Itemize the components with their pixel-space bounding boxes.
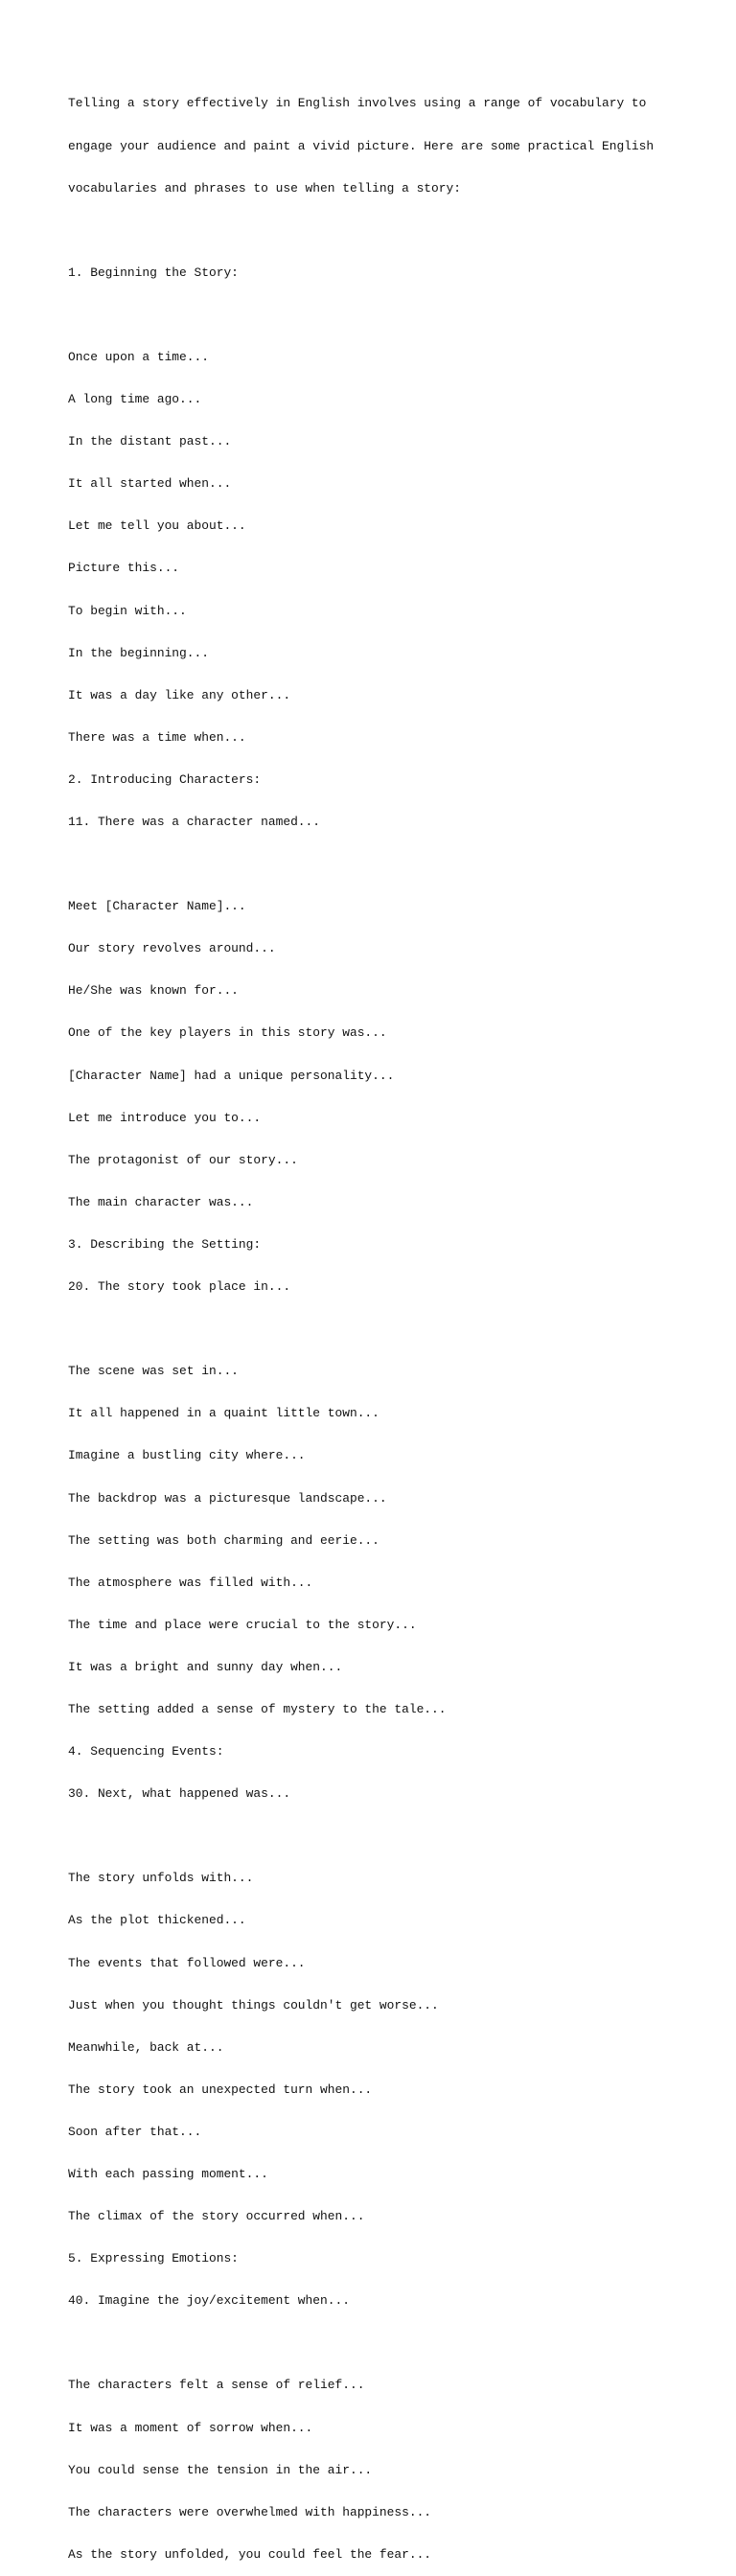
- list-item: With each passing moment...: [68, 2167, 268, 2181]
- list-item: It was a bright and sunny day when...: [68, 1659, 343, 1674]
- text-line: Telling a story effectively in English involves using a range of vocabulary to: [68, 96, 647, 111]
- list-item: Soon after that...: [68, 2124, 202, 2139]
- list-item: The time and place were crucial to the story...: [68, 1617, 417, 1632]
- section-heading: 1. Beginning the Story:: [68, 264, 239, 280]
- text-line: vocabularies and phrases to use when telling a story:: [68, 180, 461, 196]
- blank-line: [68, 309, 720, 323]
- blank-line: [68, 858, 720, 872]
- list-item: As the plot thickened...: [68, 1913, 246, 1928]
- section-heading: 4. Sequencing Events:: [68, 1744, 224, 1760]
- list-item: To begin with...: [68, 603, 187, 618]
- section-heading: 3. Describing the Setting:: [68, 1236, 262, 1252]
- list-item: The events that followed were...: [68, 1955, 306, 1970]
- list-item: In the beginning...: [68, 645, 209, 660]
- list-item: Let me introduce you to...: [68, 1110, 262, 1125]
- list-item: A long time ago...: [68, 392, 202, 407]
- list-item: Once upon a time...: [68, 349, 209, 364]
- list-item: 40. Imagine the joy/excitement when...: [68, 2293, 350, 2309]
- list-item: The climax of the story occurred when...: [68, 2209, 365, 2224]
- list-item: The backdrop was a picturesque landscape...: [68, 1490, 387, 1506]
- list-item: The story unfolds with...: [68, 1871, 254, 1886]
- list-item: 11. There was a character named...: [68, 815, 321, 829]
- document-body: [68, 69, 720, 2576]
- list-item: Picture this...: [68, 561, 180, 576]
- list-item: 30. Next, what happened was...: [68, 1786, 291, 1802]
- blank-line: [68, 2336, 720, 2351]
- list-item: The setting added a sense of mystery to the tale...: [68, 1701, 447, 1716]
- list-item: [Character Name] had a unique personality...: [68, 1068, 395, 1083]
- list-item: You could sense the tension in the air...: [68, 2462, 373, 2477]
- list-item: It was a day like any other...: [68, 687, 291, 702]
- list-item: It all happened in a quaint little town...: [68, 1406, 380, 1421]
- list-item: The main character was...: [68, 1194, 254, 1209]
- list-item: The story took an unexpected turn when...: [68, 2082, 373, 2097]
- text-line: engage your audience and paint a vivid picture. Here are some practical English: [68, 138, 655, 153]
- list-item: As the story unfolded, you could feel the fear...: [68, 2546, 432, 2562]
- list-item: It was a moment of sorrow when...: [68, 2420, 313, 2435]
- list-item: The characters felt a sense of relief...: [68, 2378, 365, 2393]
- list-item: In the distant past...: [68, 434, 232, 449]
- list-item: Meanwhile, back at...: [68, 2039, 224, 2055]
- blank-line: [68, 224, 720, 239]
- list-item: Imagine a bustling city where...: [68, 1448, 306, 1463]
- list-item: One of the key players in this story was...: [68, 1025, 387, 1041]
- list-item: Let me tell you about...: [68, 518, 246, 534]
- list-item: Meet [Character Name]...: [68, 899, 246, 914]
- list-item: 20. The story took place in...: [68, 1279, 291, 1295]
- blank-line: [68, 1829, 720, 1844]
- list-item: There was a time when...: [68, 729, 246, 745]
- section-heading: 2. Introducing Characters:: [68, 771, 262, 787]
- list-item: The scene was set in...: [68, 1364, 239, 1379]
- list-item: The setting was both charming and eerie...: [68, 1532, 380, 1548]
- list-item: He/She was known for...: [68, 983, 239, 999]
- list-item: The characters were overwhelmed with happiness...: [68, 2504, 432, 2519]
- list-item: The atmosphere was filled with...: [68, 1575, 313, 1590]
- list-item: It all started when...: [68, 476, 232, 492]
- blank-line: [68, 1322, 720, 1337]
- list-item: Just when you thought things couldn't get worse...: [68, 1997, 439, 2012]
- section-heading: 5. Expressing Emotions:: [68, 2251, 239, 2266]
- list-item: The protagonist of our story...: [68, 1152, 298, 1167]
- list-item: Our story revolves around...: [68, 941, 276, 956]
